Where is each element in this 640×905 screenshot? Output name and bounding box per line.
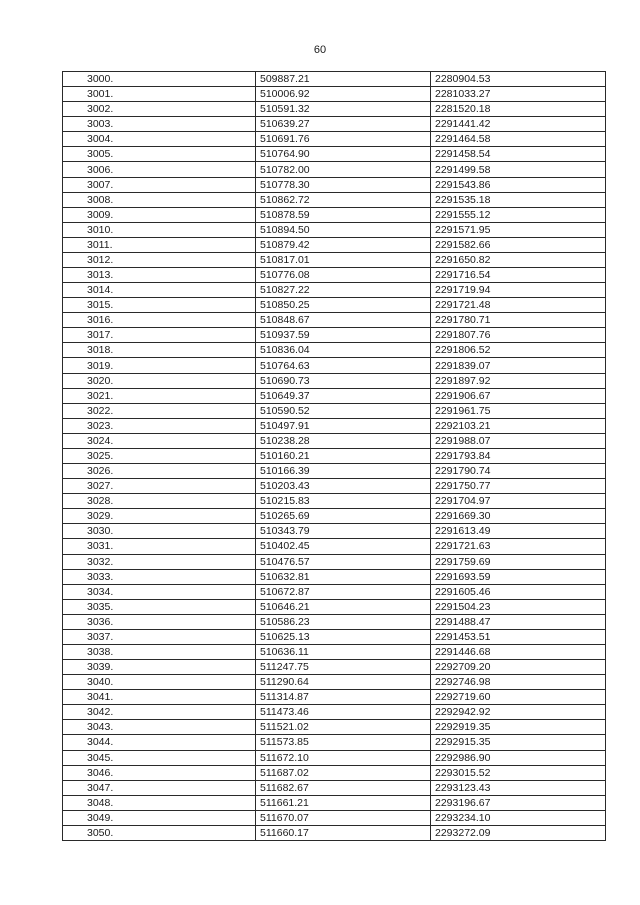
x-coordinate-cell: 510591.32 [256, 102, 431, 117]
point-number-cell: 3028. [63, 494, 256, 509]
table-row [63, 795, 606, 810]
point-number-cell: 3050. [63, 825, 256, 840]
y-coordinate-cell: 2291906.67 [431, 388, 606, 403]
table-row [63, 388, 606, 403]
x-coordinate-cell: 510862.72 [256, 192, 431, 207]
y-coordinate-cell: 2291571.95 [431, 222, 606, 237]
x-coordinate-cell: 511687.02 [256, 765, 431, 780]
point-number-cell: 3009. [63, 207, 256, 222]
y-coordinate-cell: 2291535.18 [431, 192, 606, 207]
point-number-cell: 3005. [63, 147, 256, 162]
y-coordinate-cell: 2281520.18 [431, 102, 606, 117]
point-number-cell: 3025. [63, 448, 256, 463]
x-coordinate-cell: 510636.11 [256, 644, 431, 659]
table-row [63, 825, 606, 840]
y-coordinate-cell: 2291446.68 [431, 644, 606, 659]
point-number-cell: 3048. [63, 795, 256, 810]
point-number-cell: 3012. [63, 252, 256, 267]
x-coordinate-cell: 510160.21 [256, 448, 431, 463]
point-number-cell: 3008. [63, 192, 256, 207]
table-row [63, 780, 606, 795]
x-coordinate-cell: 510690.73 [256, 373, 431, 388]
y-coordinate-cell: 2291790.74 [431, 464, 606, 479]
table-row [63, 298, 606, 313]
table-row [63, 539, 606, 554]
y-coordinate-cell: 2291613.49 [431, 524, 606, 539]
table-row [63, 358, 606, 373]
point-number-cell: 3042. [63, 705, 256, 720]
table-row [63, 524, 606, 539]
y-coordinate-cell: 2291488.47 [431, 614, 606, 629]
y-coordinate-cell: 2291807.76 [431, 328, 606, 343]
y-coordinate-cell: 2291780.71 [431, 313, 606, 328]
point-number-cell: 3010. [63, 222, 256, 237]
table-row [63, 72, 606, 87]
y-coordinate-cell: 2291453.51 [431, 629, 606, 644]
point-number-cell: 3046. [63, 765, 256, 780]
y-coordinate-cell: 2292919.35 [431, 720, 606, 735]
point-number-cell: 3038. [63, 644, 256, 659]
table-row [63, 705, 606, 720]
y-coordinate-cell: 2291582.66 [431, 237, 606, 252]
point-number-cell: 3011. [63, 237, 256, 252]
point-number-cell: 3000. [63, 72, 256, 87]
y-coordinate-cell: 2291650.82 [431, 252, 606, 267]
y-coordinate-cell: 2291721.63 [431, 539, 606, 554]
table-row [63, 313, 606, 328]
table-row [63, 373, 606, 388]
x-coordinate-cell: 510836.04 [256, 343, 431, 358]
table-row [63, 750, 606, 765]
table-row [63, 162, 606, 177]
y-coordinate-cell: 2291988.07 [431, 433, 606, 448]
table-row [63, 509, 606, 524]
x-coordinate-cell: 510203.43 [256, 479, 431, 494]
y-coordinate-cell: 2291750.77 [431, 479, 606, 494]
y-coordinate-cell: 2280904.53 [431, 72, 606, 87]
point-number-cell: 3037. [63, 629, 256, 644]
x-coordinate-cell: 510764.90 [256, 147, 431, 162]
y-coordinate-cell: 2292942.92 [431, 705, 606, 720]
table-row [63, 569, 606, 584]
table-row [63, 147, 606, 162]
x-coordinate-cell: 510672.87 [256, 584, 431, 599]
y-coordinate-cell: 2291693.59 [431, 569, 606, 584]
x-coordinate-cell: 510894.50 [256, 222, 431, 237]
x-coordinate-cell: 511573.85 [256, 735, 431, 750]
point-number-cell: 3021. [63, 388, 256, 403]
y-coordinate-cell: 2291605.46 [431, 584, 606, 599]
y-coordinate-cell: 2291669.30 [431, 509, 606, 524]
table-row [63, 237, 606, 252]
x-coordinate-cell: 511473.46 [256, 705, 431, 720]
x-coordinate-cell: 510878.59 [256, 207, 431, 222]
point-number-cell: 3022. [63, 403, 256, 418]
point-number-cell: 3024. [63, 433, 256, 448]
point-number-cell: 3032. [63, 554, 256, 569]
x-coordinate-cell: 511672.10 [256, 750, 431, 765]
y-coordinate-cell: 2291961.75 [431, 403, 606, 418]
x-coordinate-cell: 510646.21 [256, 599, 431, 614]
y-coordinate-cell: 2291759.69 [431, 554, 606, 569]
point-number-cell: 3039. [63, 660, 256, 675]
y-coordinate-cell: 2291543.86 [431, 177, 606, 192]
x-coordinate-cell: 510850.25 [256, 298, 431, 313]
table-row [63, 479, 606, 494]
y-coordinate-cell: 2291458.54 [431, 147, 606, 162]
y-coordinate-cell: 2291716.54 [431, 268, 606, 283]
table-row [63, 644, 606, 659]
y-coordinate-cell: 2292719.60 [431, 690, 606, 705]
y-coordinate-cell: 2291806.52 [431, 343, 606, 358]
y-coordinate-cell: 2291721.48 [431, 298, 606, 313]
x-coordinate-cell: 510265.69 [256, 509, 431, 524]
x-coordinate-cell: 510343.79 [256, 524, 431, 539]
point-number-cell: 3001. [63, 87, 256, 102]
x-coordinate-cell: 511290.64 [256, 675, 431, 690]
y-coordinate-cell: 2291499.58 [431, 162, 606, 177]
x-coordinate-cell: 510497.91 [256, 418, 431, 433]
table-row [63, 629, 606, 644]
point-number-cell: 3002. [63, 102, 256, 117]
point-number-cell: 3043. [63, 720, 256, 735]
x-coordinate-cell: 510848.67 [256, 313, 431, 328]
y-coordinate-cell: 2291555.12 [431, 207, 606, 222]
point-number-cell: 3016. [63, 313, 256, 328]
x-coordinate-cell: 511670.07 [256, 810, 431, 825]
table-row [63, 328, 606, 343]
coordinates-table-body [63, 72, 606, 841]
table-row [63, 433, 606, 448]
x-coordinate-cell: 510625.13 [256, 629, 431, 644]
table-row [63, 222, 606, 237]
point-number-cell: 3017. [63, 328, 256, 343]
point-number-cell: 3041. [63, 690, 256, 705]
y-coordinate-cell: 2291897.92 [431, 373, 606, 388]
y-coordinate-cell: 2291704.97 [431, 494, 606, 509]
y-coordinate-cell: 2292709.20 [431, 660, 606, 675]
point-number-cell: 3004. [63, 132, 256, 147]
table-row [63, 418, 606, 433]
table-row [63, 403, 606, 418]
point-number-cell: 3031. [63, 539, 256, 554]
x-coordinate-cell: 510166.39 [256, 464, 431, 479]
table-row [63, 720, 606, 735]
x-coordinate-cell: 511314.87 [256, 690, 431, 705]
table-row [63, 554, 606, 569]
x-coordinate-cell: 510691.76 [256, 132, 431, 147]
point-number-cell: 3033. [63, 569, 256, 584]
y-coordinate-cell: 2291793.84 [431, 448, 606, 463]
x-coordinate-cell: 511247.75 [256, 660, 431, 675]
point-number-cell: 3023. [63, 418, 256, 433]
x-coordinate-cell: 511661.21 [256, 795, 431, 810]
point-number-cell: 3047. [63, 780, 256, 795]
table-row [63, 810, 606, 825]
table-row [63, 177, 606, 192]
point-number-cell: 3034. [63, 584, 256, 599]
table-row [63, 448, 606, 463]
x-coordinate-cell: 510586.23 [256, 614, 431, 629]
x-coordinate-cell: 510590.52 [256, 403, 431, 418]
table-row [63, 690, 606, 705]
y-coordinate-cell: 2291441.42 [431, 117, 606, 132]
table-row [63, 599, 606, 614]
x-coordinate-cell: 509887.21 [256, 72, 431, 87]
x-coordinate-cell: 510879.42 [256, 237, 431, 252]
x-coordinate-cell: 511521.02 [256, 720, 431, 735]
table-row [63, 660, 606, 675]
y-coordinate-cell: 2281033.27 [431, 87, 606, 102]
x-coordinate-cell: 510215.83 [256, 494, 431, 509]
y-coordinate-cell: 2293272.09 [431, 825, 606, 840]
point-number-cell: 3049. [63, 810, 256, 825]
x-coordinate-cell: 510639.27 [256, 117, 431, 132]
x-coordinate-cell: 510776.08 [256, 268, 431, 283]
x-coordinate-cell: 510778.30 [256, 177, 431, 192]
point-number-cell: 3006. [63, 162, 256, 177]
point-number-cell: 3003. [63, 117, 256, 132]
x-coordinate-cell: 510649.37 [256, 388, 431, 403]
coordinates-table [62, 71, 606, 841]
point-number-cell: 3019. [63, 358, 256, 373]
table-row [63, 117, 606, 132]
table-row [63, 268, 606, 283]
y-coordinate-cell: 2291504.23 [431, 599, 606, 614]
point-number-cell: 3007. [63, 177, 256, 192]
point-number-cell: 3030. [63, 524, 256, 539]
table-row [63, 765, 606, 780]
point-number-cell: 3013. [63, 268, 256, 283]
x-coordinate-cell: 510006.92 [256, 87, 431, 102]
point-number-cell: 3036. [63, 614, 256, 629]
table-row [63, 494, 606, 509]
point-number-cell: 3026. [63, 464, 256, 479]
table-row [63, 283, 606, 298]
point-number-cell: 3027. [63, 479, 256, 494]
point-number-cell: 3035. [63, 599, 256, 614]
table-row [63, 675, 606, 690]
table-row [63, 343, 606, 358]
y-coordinate-cell: 2293234.10 [431, 810, 606, 825]
point-number-cell: 3044. [63, 735, 256, 750]
x-coordinate-cell: 510476.57 [256, 554, 431, 569]
y-coordinate-cell: 2293015.52 [431, 765, 606, 780]
point-number-cell: 3015. [63, 298, 256, 313]
x-coordinate-cell: 510632.81 [256, 569, 431, 584]
y-coordinate-cell: 2291839.07 [431, 358, 606, 373]
x-coordinate-cell: 510402.45 [256, 539, 431, 554]
point-number-cell: 3020. [63, 373, 256, 388]
y-coordinate-cell: 2292915.35 [431, 735, 606, 750]
point-number-cell: 3018. [63, 343, 256, 358]
y-coordinate-cell: 2292103.21 [431, 418, 606, 433]
x-coordinate-cell: 510817.01 [256, 252, 431, 267]
point-number-cell: 3014. [63, 283, 256, 298]
table-row [63, 735, 606, 750]
table-row [63, 102, 606, 117]
y-coordinate-cell: 2293123.43 [431, 780, 606, 795]
y-coordinate-cell: 2292746.98 [431, 675, 606, 690]
x-coordinate-cell: 511682.67 [256, 780, 431, 795]
x-coordinate-cell: 510937.59 [256, 328, 431, 343]
table-row [63, 207, 606, 222]
table-row [63, 464, 606, 479]
table-row [63, 192, 606, 207]
table-row [63, 132, 606, 147]
point-number-cell: 3040. [63, 675, 256, 690]
x-coordinate-cell: 510827.22 [256, 283, 431, 298]
y-coordinate-cell: 2291719.94 [431, 283, 606, 298]
table-row [63, 252, 606, 267]
y-coordinate-cell: 2293196.67 [431, 795, 606, 810]
y-coordinate-cell: 2292986.90 [431, 750, 606, 765]
page-number: 60 [313, 44, 327, 56]
x-coordinate-cell: 510238.28 [256, 433, 431, 448]
table-row [63, 87, 606, 102]
x-coordinate-cell: 510764.63 [256, 358, 431, 373]
point-number-cell: 3045. [63, 750, 256, 765]
x-coordinate-cell: 511660.17 [256, 825, 431, 840]
point-number-cell: 3029. [63, 509, 256, 524]
y-coordinate-cell: 2291464.58 [431, 132, 606, 147]
table-row [63, 584, 606, 599]
x-coordinate-cell: 510782.00 [256, 162, 431, 177]
table-row [63, 614, 606, 629]
